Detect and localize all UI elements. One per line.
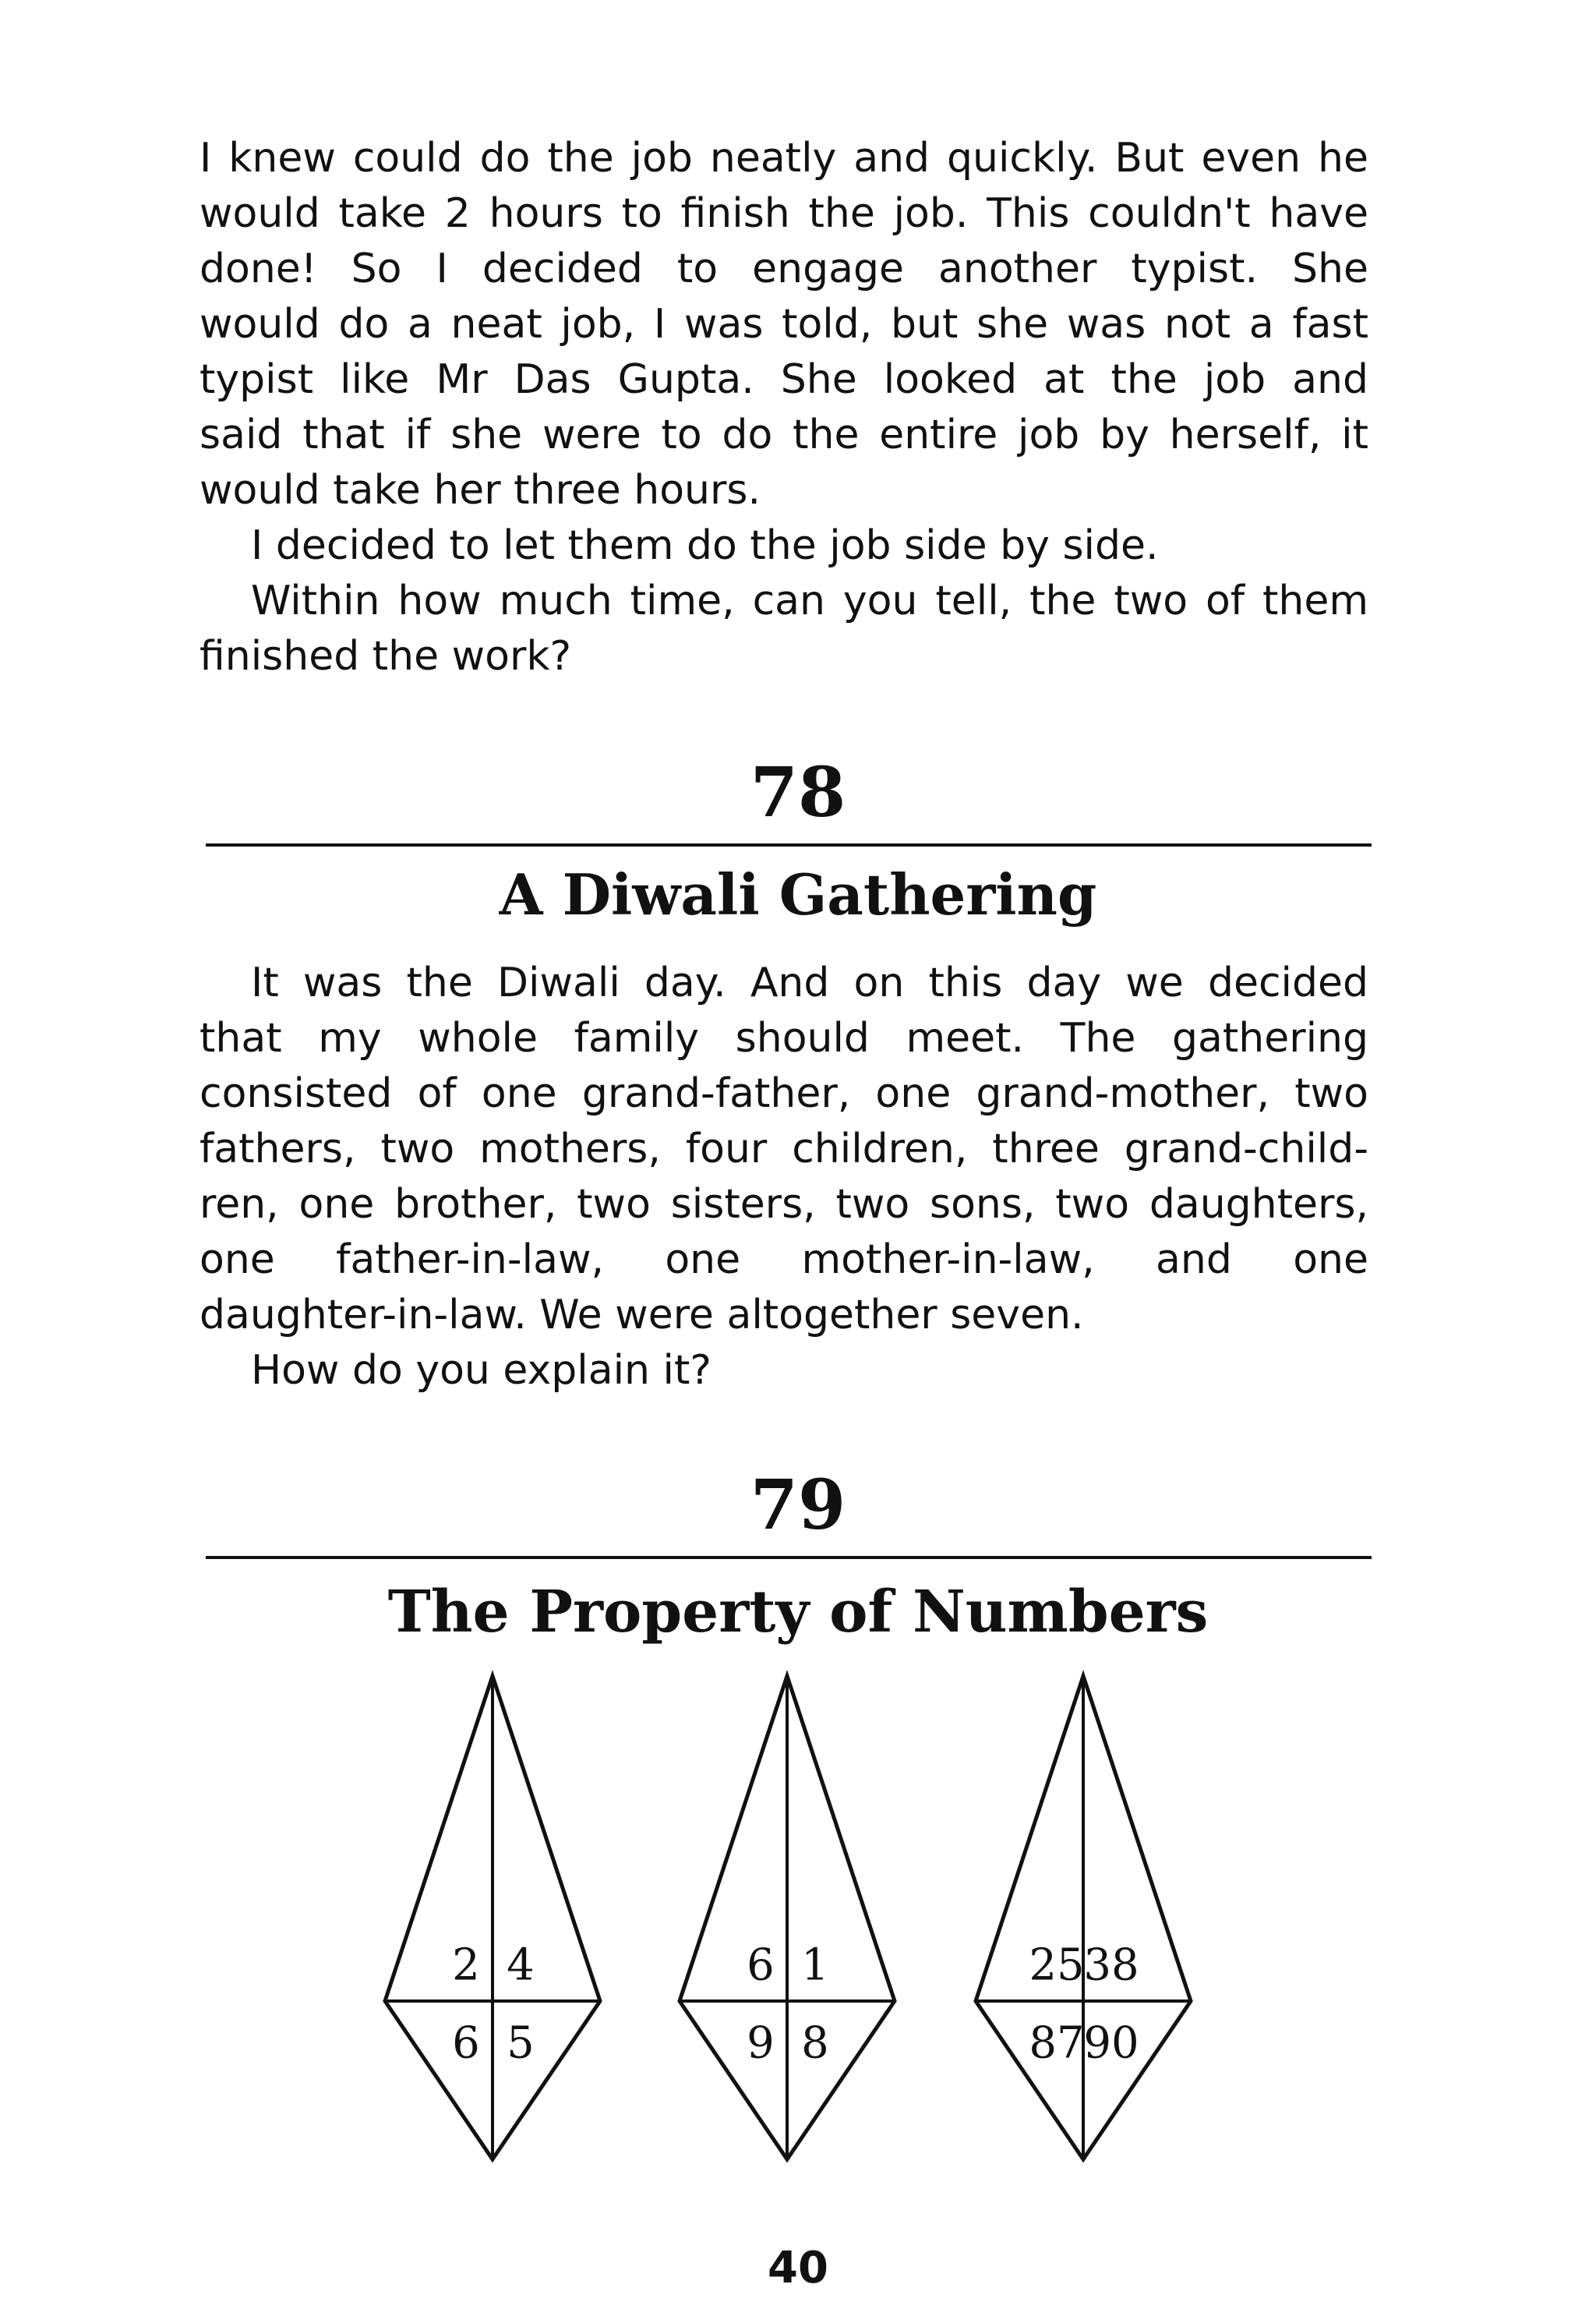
text-line: would take her three hours. xyxy=(200,467,761,514)
text-line: I decided to let them do the job side by side. xyxy=(251,522,1159,569)
diamond-cell-number: 6 xyxy=(452,2017,480,2069)
section-divider xyxy=(206,843,1372,847)
puzzle-number-78: 78 xyxy=(750,751,846,833)
puzzle-78-text xyxy=(200,956,1368,1398)
diamond-cell-number: 25 xyxy=(1029,1939,1085,1991)
text-line: fathers, two mothers, four children, three grand-child- xyxy=(200,1126,1368,1172)
diamond-cell-number: 2 xyxy=(452,1939,480,1991)
diamond-cell-number: 90 xyxy=(1083,2017,1139,2069)
diamond-cell-number: 5 xyxy=(507,2017,535,2069)
continuation-text xyxy=(200,131,1368,684)
text-line: typist like Mr Das Gupta. She looked at the job and xyxy=(200,356,1368,403)
puzzle-title-78: A Diwali Gathering xyxy=(499,861,1097,928)
text-line: said that if she were to do the entire job by herself, it xyxy=(200,412,1368,458)
diamond-2 xyxy=(680,1676,895,2159)
diamond-cell-number: 87 xyxy=(1029,2017,1085,2069)
text-line: finished the work? xyxy=(200,633,572,680)
diamond-cell-number: 6 xyxy=(747,1939,775,1991)
text-line: How do you explain it? xyxy=(251,1347,711,1394)
diamonds-svg xyxy=(0,1660,1596,2167)
text-line: Within how much time, can you tell, the two of them xyxy=(251,578,1368,624)
text-line: consisted of one grand-father, one grand-mother, two xyxy=(200,1070,1368,1117)
diamond-cell-number: 8 xyxy=(801,2017,829,2069)
section-divider xyxy=(206,1556,1372,1559)
text-line: that my whole family should meet. The gathering xyxy=(200,1015,1368,1062)
diamond-cell-number: 1 xyxy=(801,1939,829,1991)
text-line: one father-in-law, one mother-in-law, and one xyxy=(200,1236,1368,1283)
text-line: would do a neat job, I was told, but she was not a fast xyxy=(200,301,1368,348)
text-line: done! So I decided to engage another typist. She xyxy=(200,246,1368,292)
diamond-3 xyxy=(976,1676,1191,2159)
page-number: 40 xyxy=(768,2243,828,2293)
diamond-cell-number: 4 xyxy=(507,1939,535,1991)
text-line: daughter-in-law. We were altogether seven. xyxy=(200,1292,1084,1338)
text-line: It was the Diwali day. And on this day we decided xyxy=(251,960,1368,1006)
puzzle-number-79: 79 xyxy=(750,1464,846,1545)
diamond-1 xyxy=(385,1676,600,2159)
text-line: ren, one brother, two sisters, two sons, two daughters, xyxy=(200,1181,1368,1228)
diamond-cell-number: 38 xyxy=(1083,1939,1139,1991)
text-line: would take 2 hours to finish the job. This couldn't have xyxy=(200,190,1368,237)
diamond-cell-number: 9 xyxy=(747,2017,775,2069)
puzzle-title-79: The Property of Numbers xyxy=(387,1579,1209,1646)
number-diamonds-figure xyxy=(0,1660,1596,2167)
text-line: I knew could do the job neatly and quickly. But even he xyxy=(200,135,1368,182)
